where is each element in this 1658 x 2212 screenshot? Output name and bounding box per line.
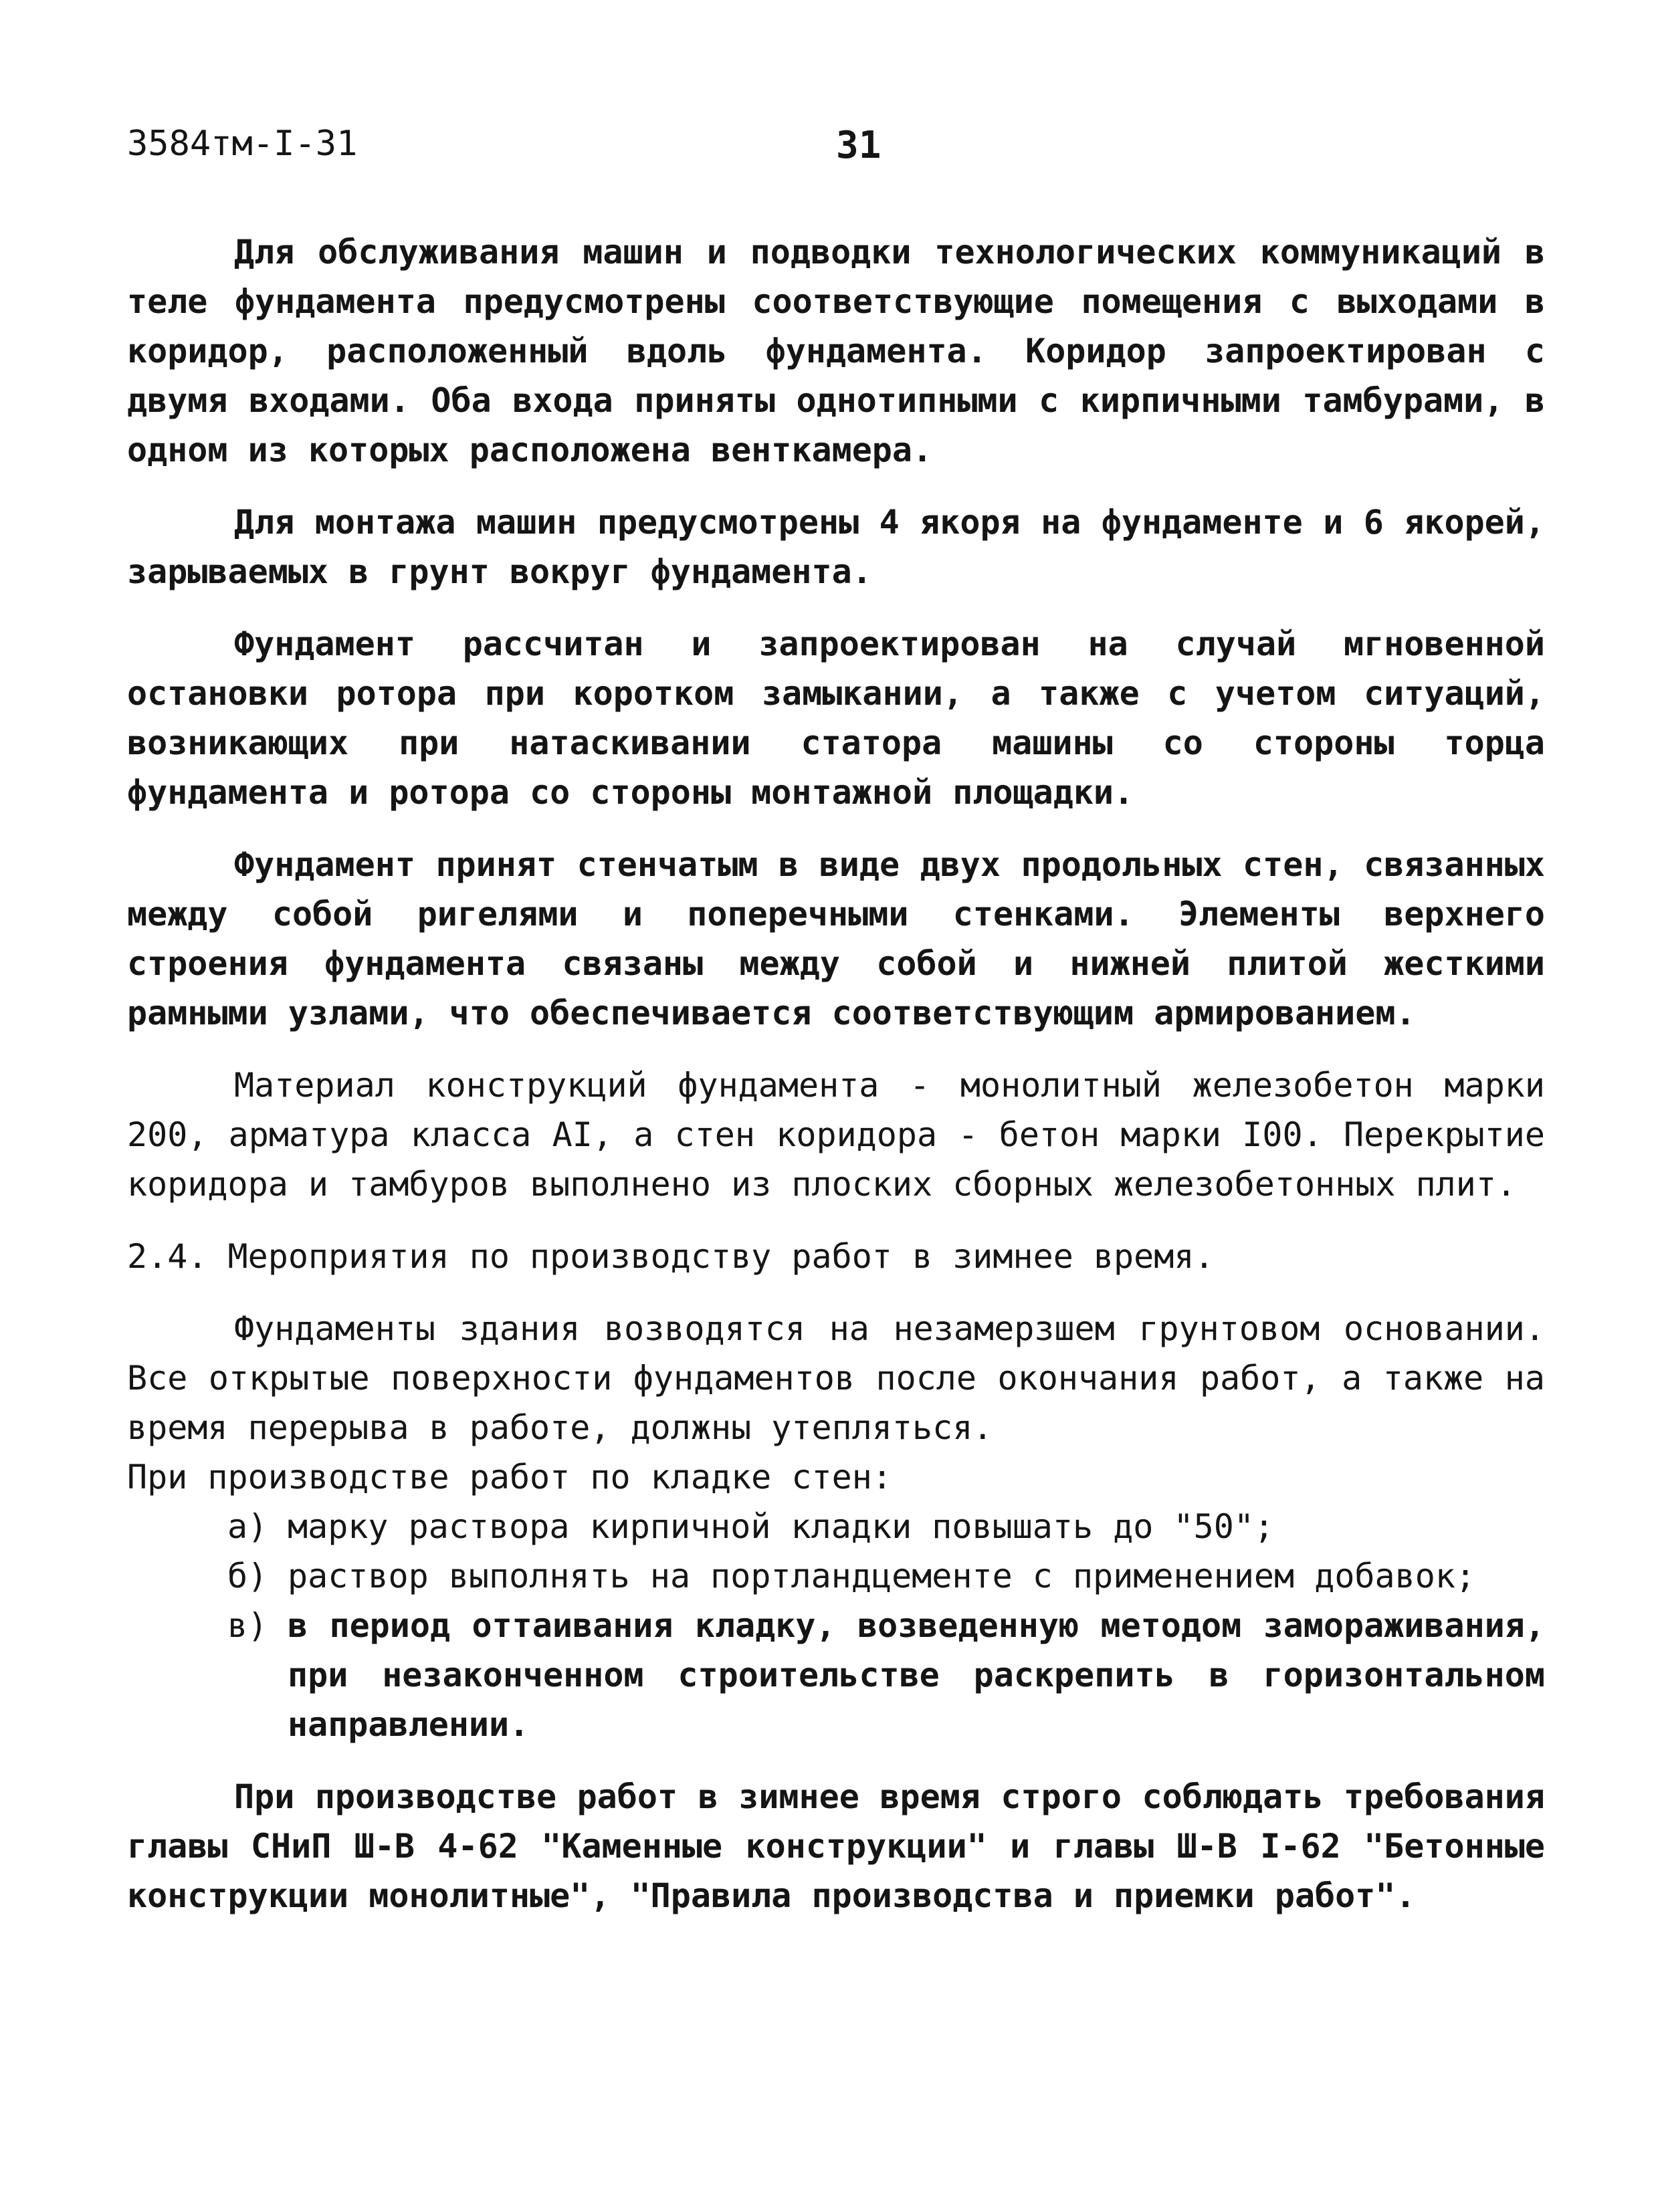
document-body <box>127 227 1545 1943</box>
list-item-text: в период оттаивания кладку, возведенную методом замораживания, при незаконченном строительстве раскрепить в горизонтальном направлении. <box>288 1606 1545 1744</box>
paragraph-wall-structure: Фундамент принят стенчатым в виде двух продольных стен, связанных между собой ригелями и поперечными стенками. Элементы верхнего строения фундамента связаны между собой и нижней плитой жесткими рамными узлами, что обеспечивается соответствующим армированием. <box>127 845 1545 1032</box>
masonry-requirements-list <box>127 1502 1545 1749</box>
list-item-text: марку раствора кирпичной кладки повышать до "50"; <box>288 1507 1275 1546</box>
paragraph-materials: Материал конструкций фундамента - монолитный железобетон марки 200, арматура класса АI, а стен коридора - бетон марки I00. Перекрытие коридора и тамбуров выполнено из плоских сборных железобетонных плит. <box>127 1066 1545 1204</box>
page-number: 31 <box>836 124 882 167</box>
paragraph-snip-requirements: При производстве работ в зимнее время строго соблюдать требования главы СНиП Ш-В 4-62 "Каменные конструкции" и главы Ш-В I-62 "Бетонные конструкции монолитные", "Правила производства и приемки работ". <box>127 1777 1545 1915</box>
paragraph-anchors: Для монтажа машин предусмотрены 4 якоря на фундаменте и 6 якорей, зарываемых в грунт вокруг фундамента. <box>127 503 1545 591</box>
paragraph-service-rooms: Для обслуживания машин и подводки технологических коммуникаций в теле фундамента предусмотрены соответствующие помещения с выходами в коридор, расположенный вдоль фундамента. Коридор запроектирован с двумя входами. Оба входа приняты однотипными с кирпичными тамбурами, в одном из которых расположена венткамера. <box>127 233 1545 469</box>
page-header <box>127 124 1532 177</box>
paragraph-design-loads: Фундамент рассчитан и запроектирован на случай мгновенной остановки ротора при коротком замыкании, а также с учетом ситуаций, возникающих при натаскивании статора машины со стороны торца фундамента и ротора со стороны монтажной площадки. <box>127 625 1545 812</box>
list-item <box>127 1502 1545 1551</box>
list-item <box>127 1551 1545 1601</box>
list-marker: в) <box>227 1606 268 1645</box>
paragraph-winter-foundations: Фундаменты здания возводятся на незамерзшем грунтовом основании. Все открытые поверхности фундаментов после окончания работ, а также на время перерыва в работе, должны утепляться. <box>127 1309 1545 1447</box>
list-item-text: раствор выполнять на портландцементе с применением добавок; <box>288 1557 1476 1595</box>
list-marker: б) <box>227 1557 268 1595</box>
section-heading-winter-works: 2.4. Мероприятия по производству работ в зимнее время. <box>127 1237 1215 1276</box>
list-item <box>127 1601 1545 1749</box>
document-code: 3584тм-I-31 <box>127 124 358 164</box>
list-marker: а) <box>227 1507 268 1546</box>
paragraph-masonry-intro: При производстве работ по кладке стен: <box>127 1458 892 1497</box>
